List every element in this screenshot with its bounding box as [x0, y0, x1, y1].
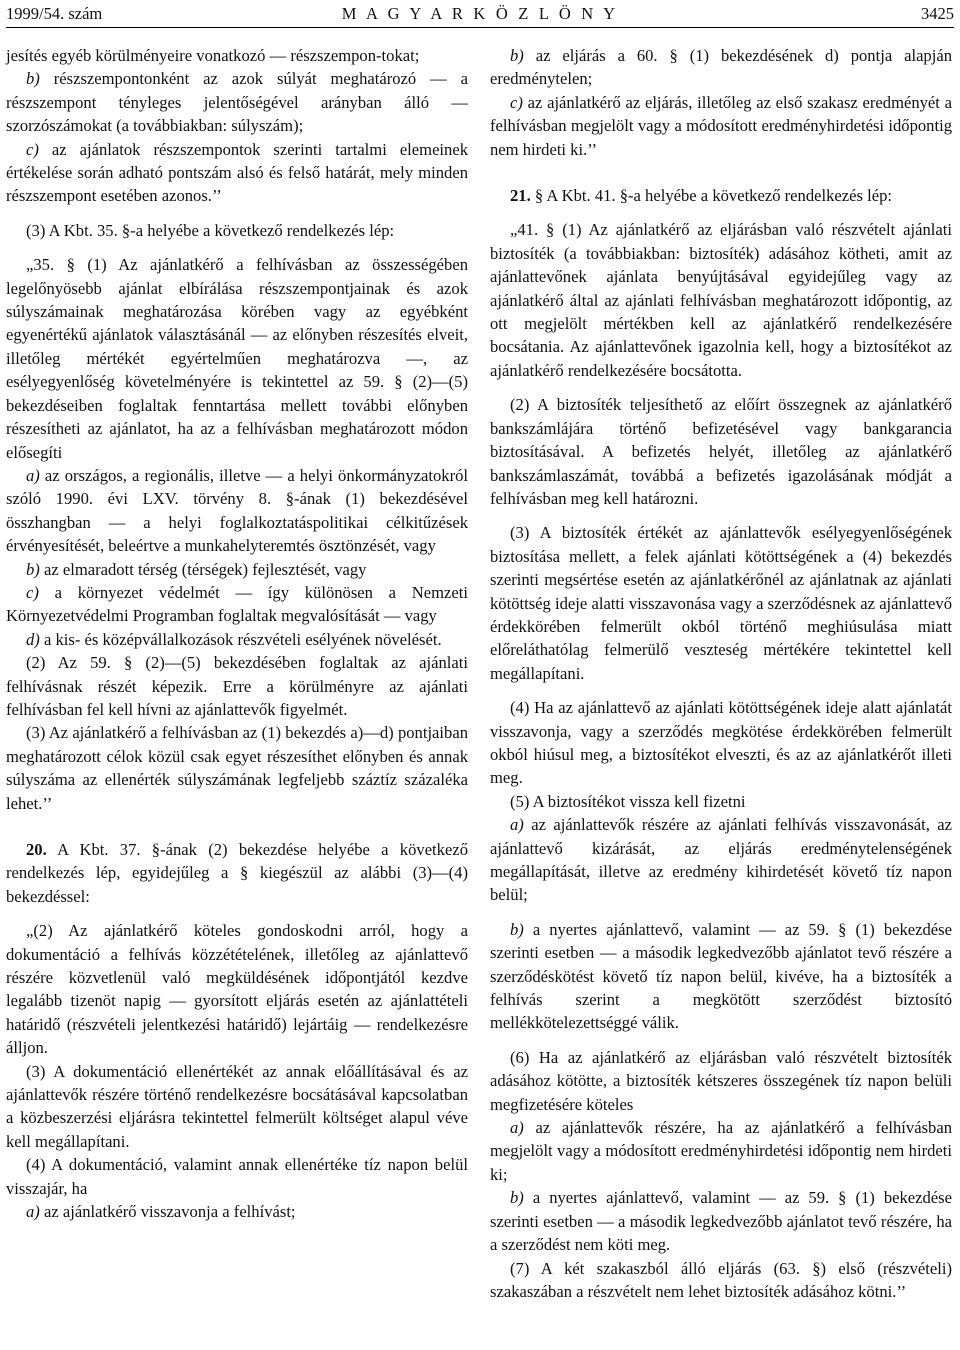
paragraph	[490, 1116, 952, 1186]
paragraph-text: az elmaradott térség (térségek) fejlesztését, vagy	[39, 559, 367, 579]
point-letter: a)	[510, 815, 524, 835]
paragraph-text: (3) Az ajánlatkérő a felhívásban az (1) bekezdés a)—d) pontjaiban meghatározott célok közül csak egyet részesíthet előnyben és annak súlyszáma az ellenérték súlyszámának legfeljebb száztíz százaléka lehet.’’	[6, 723, 468, 813]
paragraph-text: (3) A biztosíték értékét az ajánlattevők esélyegyenlőségének biztosítása mellett, a felek ajánlati kötöttségének a (4) bekezdés szerinti megsértése esetén az ajánlatkérőnél az ajánlatnak az ajánlati kötöttség ideje alatti visszavonása vagy a szerződésnek az ajánlattevő érdekkörében felmerült okból történő meghiúsulása miatt előreláthatólag felmerülő veszteség mértékére tekintettel kell megállapítani.	[490, 523, 952, 683]
point-letter: c)	[26, 582, 39, 602]
point-letter: b)	[510, 1188, 524, 1208]
paragraph	[490, 813, 952, 907]
paragraph-text: a környezet védelmét — így különösen a Nemzeti Környezetvédelmi Programban foglaltak megvalósítását — vagy	[6, 582, 468, 626]
paragraph-text: A Kbt. 37. §-ának (2) bekezdése helyébe a következő rendelkezés lép, egyidejűleg a § kiegészül az alábbi (3)—(4) bekezdéssel:	[6, 840, 468, 906]
issue-number: 1999/54. szám	[6, 4, 103, 23]
point-letter: c)	[510, 92, 523, 112]
paragraph-text: (4) Ha az ajánlattevő az ajánlati kötöttségének ideje alatt ajánlatát visszavonja, vagy a szerződés megkötése érdekkörében felmerült okból hiúsul meg, a biztosítékot elveszti, és az az ajánlatkérőt illeti meg.	[490, 698, 952, 788]
page-header	[6, 4, 954, 26]
paragraph	[490, 918, 952, 1035]
paragraph-text: az ajánlatkérő visszavonja a felhívást;	[39, 1202, 296, 1222]
paragraph-text: az ajánlatok részszempontok szerinti tartalmi elemeinek értékelése során adható pontszám alsó és felső határát, mely minden részszempont esetében azonos.’’	[6, 139, 468, 206]
paragraph	[6, 838, 468, 908]
paragraph-text: „41. § (1) Az ajánlatkérő az eljárásban való részvételt ajánlati biztosíték (a továbbiakban: biztosíték) adásához kötheti, amit az ajánlattevőnek ajánlata benyújtásával egyidejűleg vagy az ajánlatkérő által az ajánlati felhívásban meghatározott időpontig, az ott megjelölt mértékben kell az ajánlatkérő rendelkezésére bocsátania. Az ajánlattevőnek igazolnia kell, hogy a biztosítékot az ajánlatkérő rendelkezésére bocsátotta.	[490, 220, 952, 380]
paragraph	[6, 1200, 468, 1223]
paragraph-text: jesítés egyéb körülményeire vonatkozó — részszempon-tokat;	[6, 46, 420, 65]
page-number: 3425	[921, 4, 954, 23]
paragraph	[6, 1153, 468, 1200]
paragraph	[6, 67, 468, 137]
paragraph	[6, 138, 468, 208]
paragraph	[490, 1257, 952, 1304]
paragraph-text: „(2) Az ajánlatkérő köteles gondoskodni arról, hogy a dokumentáció a felhívás közzétételének, illetőleg az ajánlattevő részére közvetlenül való megküldésének időpontjától kezdve legalább tizenöt napig — gyorsított eljárás esetén az ajánlattételi határidő (részvételi jelentkezési határidő) lejártáig — rendelkezésre álljon.	[6, 921, 468, 1058]
point-letter: b)	[26, 69, 40, 89]
point-letter: b)	[510, 919, 524, 939]
paragraph	[490, 91, 952, 161]
point-letter: a)	[26, 1202, 40, 1222]
paragraph	[490, 218, 952, 382]
paragraph-text: az ajánlatkérő az eljárás, illetőleg az első szakasz eredményét a felhívásban megjelölt vagy a módosított eredményhirdetési időpontig nem hirdeti ki.’’	[490, 92, 952, 159]
paragraph-text: az országos, a regionális, illetve — a helyi önkormányzatokról szóló 1990. évi LXV. törvény 8. §-ának (1) bekezdésével összhangban — a helyi foglalkoztatáspolitikai célkitűzések érvényesítését, beleértve a munkahelyteremtés ösztönzését, vagy	[6, 465, 468, 556]
paragraph	[6, 558, 468, 581]
paragraph	[6, 581, 468, 628]
paragraph	[490, 393, 952, 510]
paragraph-text: a nyertes ajánlattevő, valamint — az 59. § (1) bekezdése szerinti esetben — a második legkedvezőbb ajánlatot tevő részére, ha a szerződést nem köti meg.	[490, 1188, 952, 1255]
paragraph-text: (7) A két szakaszból álló eljárás (63. §) első (részvételi) szakaszában a részvételt nem lehet biztosíték adásához kötni.’’	[490, 1258, 952, 1301]
right-column	[490, 44, 952, 1303]
paragraph	[6, 464, 468, 558]
paragraph-text: (3) A dokumentáció ellenértékét az annak előállításával és az ajánlattevők részére történő rendelkezésre bocsátásával kapcsolatban a közbeszerzési eljárásra tekintettel felmerült költséget alapul véve kell megállapítani.	[6, 1061, 468, 1151]
paragraph-text: a nyertes ajánlattevő, valamint — az 59. § (1) bekezdése szerinti esetben — a második legkedvezőbb ajánlatot tevő részére a szerződéskötést követő tíz napon belül, kivéve, ha a biztosíték a felhívás szerint a megkötött szerződést biztosító mellékkötelezettséggé válik.	[490, 919, 952, 1033]
paragraph-text: (4) A dokumentáció, valamint annak ellenértéke tíz napon belül visszajár, ha	[6, 1155, 468, 1198]
paragraph	[6, 651, 468, 721]
section-number: 21.	[510, 186, 531, 206]
paragraph	[490, 44, 952, 91]
paragraph	[6, 1060, 468, 1154]
point-letter: a)	[510, 1118, 524, 1138]
paragraph	[490, 1186, 952, 1256]
paragraph-text: „35. § (1) Az ajánlatkérő a felhívásban az összességében legelőnyösebb ajánlat elbírálása részszempontjainak és azok súlyszámainak meghatározása körében vagy az egyébként egyenértékű ajánlatok választásánál — az előnyben részesítés elveit, illetőleg mértékét egyértelműen meghatározva —, az esélyegyenlőség követelményére is tekintettel az 59. § (2)—(5) bekezdéseiben foglaltak fenntartása mellett további előnyben részesítheti az ajánlatot, ha az a felhívásban meghatározott módon elősegíti	[6, 255, 468, 462]
point-letter: b)	[510, 46, 524, 65]
point-letter: b)	[26, 559, 40, 579]
paragraph-text: (5) A biztosítékot vissza kell fizetni	[510, 791, 746, 811]
paragraph	[490, 790, 952, 813]
point-letter: c)	[26, 139, 39, 159]
left-column	[6, 44, 468, 1224]
paragraph-text: (3) A Kbt. 35. §-a helyébe a következő rendelkezés lép:	[26, 220, 395, 240]
paragraph-text: a kis- és középvállalkozások részvételi esélyének növelését.	[39, 629, 442, 649]
paragraph	[490, 1046, 952, 1116]
paragraph	[6, 919, 468, 1059]
paragraph	[490, 184, 952, 207]
paragraph-text: részszempontonként az azok súlyát meghatározó — a részszempont tényleges jelentőségével arányban álló — szorzószámokat (a továbbiakban: súlyszám);	[6, 69, 468, 136]
journal-title: M A G Y A R K Ö Z L Ö N Y	[341, 4, 619, 23]
paragraph	[490, 696, 952, 790]
point-letter: d)	[26, 629, 40, 649]
paragraph	[6, 721, 468, 815]
paragraph-text: az ajánlattevők részére az ajánlati felhívás visszavonását, az ajánlattevő kizárását, az eljárás eredménytelenségének megállapítását, illetve az eredmény kihirdetését követő tíz napon belül;	[490, 815, 952, 905]
paragraph	[490, 521, 952, 685]
paragraph	[6, 44, 468, 67]
header-rule	[6, 27, 954, 28]
paragraph-text: (6) Ha az ajánlatkérő az eljárásban való részvételt biztosíték adásához kötötte, a biztosíték kétszeres összegének tíz napon belüli megfizetésére köteles	[490, 1047, 952, 1114]
paragraph-text: § A Kbt. 41. §-a helyébe a következő rendelkezés lép:	[530, 186, 892, 206]
paragraph	[6, 628, 468, 651]
paragraph-text: az eljárás a 60. § (1) bekezdésének d) pontja alapján eredménytelen;	[490, 46, 952, 89]
paragraph-text: az ajánlattevők részére, ha az ajánlatkérő a felhívásban megjelölt vagy a módosított eredményhirdetési időpontig nem hirdeti ki;	[490, 1118, 952, 1184]
paragraph	[6, 219, 468, 242]
section-number: 20.	[26, 840, 47, 859]
paragraph	[6, 253, 468, 464]
paragraph-text: (2) A biztosíték teljesíthető az előírt összegnek az ajánlatkérő bankszámlájára történő befizetésével vagy bankgarancia biztosításával. A befizetés helyét, illetőleg az ajánlatkérő bankszámlaszámát, továbbá a befizetés igazolásának módját a felhívásban meg kell határozni.	[490, 395, 952, 508]
paragraph-text: (2) Az 59. § (2)—(5) bekezdésében foglaltak az ajánlati felhívásnak részét képezik. Erre a körülményre az ajánlati felhívásban fel kell hívni az ajánlattevők figyelmét.	[6, 653, 468, 719]
point-letter: a)	[26, 465, 40, 485]
